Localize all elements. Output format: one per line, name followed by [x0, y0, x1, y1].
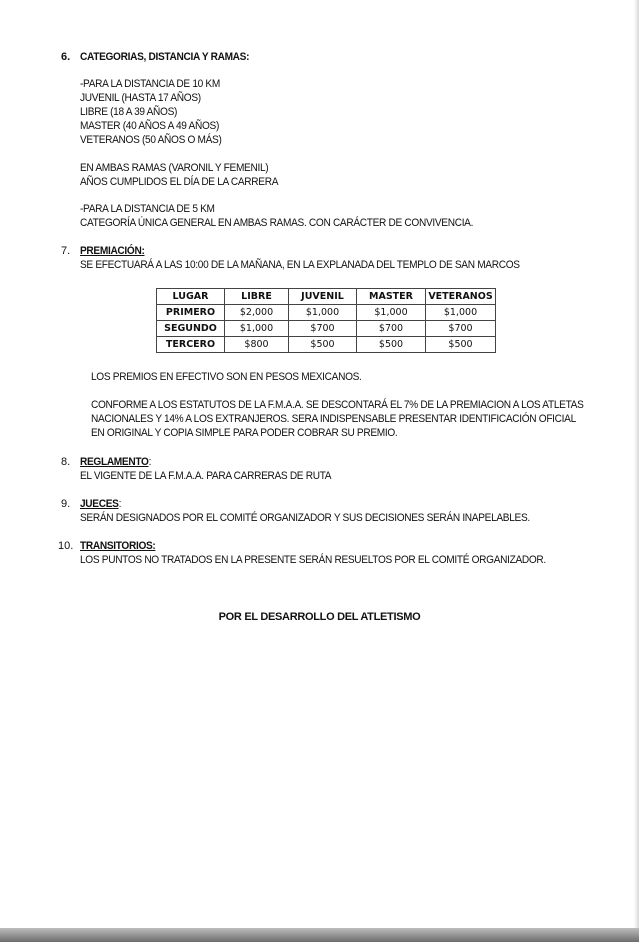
section-9-colon: :	[118, 498, 122, 510]
prize-table-cell: $500	[289, 337, 357, 353]
section-6-line: -PARA LA DISTANCIA DE 10 KM	[80, 78, 220, 90]
section-6-line: VETERANOS (50 AÑOS O MÁS)	[80, 134, 222, 146]
section-6-line: -PARA LA DISTANCIA DE 5 KM	[80, 203, 215, 215]
section-9-heading	[80, 498, 121, 512]
prize-table-cell: $700	[357, 321, 426, 337]
section-8-heading	[80, 456, 151, 470]
prize-table-cell: $800	[225, 337, 289, 353]
section-9-title: JUECES	[80, 498, 119, 510]
prize-table-cell: $1,000	[289, 305, 357, 321]
section-7-line: SE EFECTUARÁ A LAS 10:00 DE LA MAÑANA, EN LA EXPLANADA DEL TEMPLO DE SAN MARCOS	[80, 259, 520, 271]
table-row	[157, 321, 496, 337]
prize-table-cell: $500	[357, 337, 426, 353]
section-9-line: SERÁN DESIGNADOS POR EL COMITÉ ORGANIZADOR Y SUS DECISIONES SERÁN INAPELABLES.	[80, 512, 530, 524]
section-10-line: LOS PUNTOS NO TRATADOS EN LA PRESENTE SERÁN RESUELTOS POR EL COMITÉ ORGANIZADOR.	[80, 554, 546, 566]
section-6-line: LIBRE (18 A 39 AÑOS)	[80, 106, 178, 118]
section-7-note: LOS PREMIOS EN EFECTIVO SON EN PESOS MEXICANOS.	[91, 371, 362, 383]
section-7-number: 7.	[61, 245, 71, 257]
prize-table-header-row	[157, 289, 496, 305]
section-8-number: 8.	[61, 456, 71, 468]
prize-table	[156, 288, 496, 353]
section-8-colon: :	[148, 456, 152, 468]
section-9-number: 9.	[61, 498, 71, 510]
prize-table-header: LIBRE	[225, 289, 289, 305]
section-6-line: EN AMBAS RAMAS (VARONIL Y FEMENIL)	[80, 162, 269, 174]
section-6-line: MASTER (40 AÑOS A 49 AÑOS)	[80, 120, 219, 132]
section-10-title: TRANSITORIOS:	[80, 540, 156, 552]
section-6-line: CATEGORÍA ÚNICA GENERAL EN AMBAS RAMAS. CON CARÁCTER DE CONVIVENCIA.	[80, 217, 474, 229]
prize-table-cell: $1,000	[357, 305, 426, 321]
section-6-number: 6.	[61, 51, 71, 63]
section-7-note: CONFORME A LOS ESTATUTOS DE LA F.M.A.A. SE DESCONTARÁ EL 7% DE LA PREMIACION A LOS ATLETAS	[91, 399, 584, 411]
prize-table-header: JUVENIL	[289, 289, 357, 305]
prize-table-header: LUGAR	[157, 289, 225, 305]
section-7-note: NACIONALES Y 14% A LOS EXTRANJEROS. SERA INDISPENSABLE PRESENTAR IDENTIFICACIÓN OFICIAL	[91, 413, 576, 425]
section-6-line: JUVENIL (HASTA 17 AÑOS)	[80, 92, 201, 104]
prize-table-cell: $1,000	[225, 321, 289, 337]
prize-table-cell: TERCERO	[157, 337, 225, 353]
prize-table-cell: $700	[426, 321, 496, 337]
section-10-number: 10.	[58, 540, 74, 552]
prize-table-cell: $700	[289, 321, 357, 337]
page-edge-shadow	[634, 0, 639, 928]
prize-table-cell: $1,000	[426, 305, 496, 321]
table-row	[157, 305, 496, 321]
prize-table-cell: PRIMERO	[157, 305, 225, 321]
table-row	[157, 337, 496, 353]
prize-table-header: MASTER	[357, 289, 426, 305]
section-7-note: EN ORIGINAL Y COPIA SIMPLE PARA PODER COBRAR SU PREMIO.	[91, 427, 398, 439]
section-7-title: PREMIACIÓN:	[80, 245, 145, 257]
section-8-line: EL VIGENTE DE LA F.M.A.A. PARA CARRERAS DE RUTA	[80, 470, 332, 482]
prize-table-header: VETERANOS	[426, 289, 496, 305]
section-6-line: AÑOS CUMPLIDOS EL DÍA DE LA CARRERA	[80, 176, 279, 188]
section-6-title: CATEGORIAS, DISTANCIA Y RAMAS:	[80, 51, 250, 63]
closing-line: POR EL DESARROLLO DEL ATLETISMO	[218, 611, 421, 623]
prize-table-cell: SEGUNDO	[157, 321, 225, 337]
prize-table-cell: $2,000	[225, 305, 289, 321]
page-bottom-shadow	[0, 928, 639, 942]
prize-table-cell: $500	[426, 337, 496, 353]
section-8-title: REGLAMENTO	[80, 456, 149, 468]
